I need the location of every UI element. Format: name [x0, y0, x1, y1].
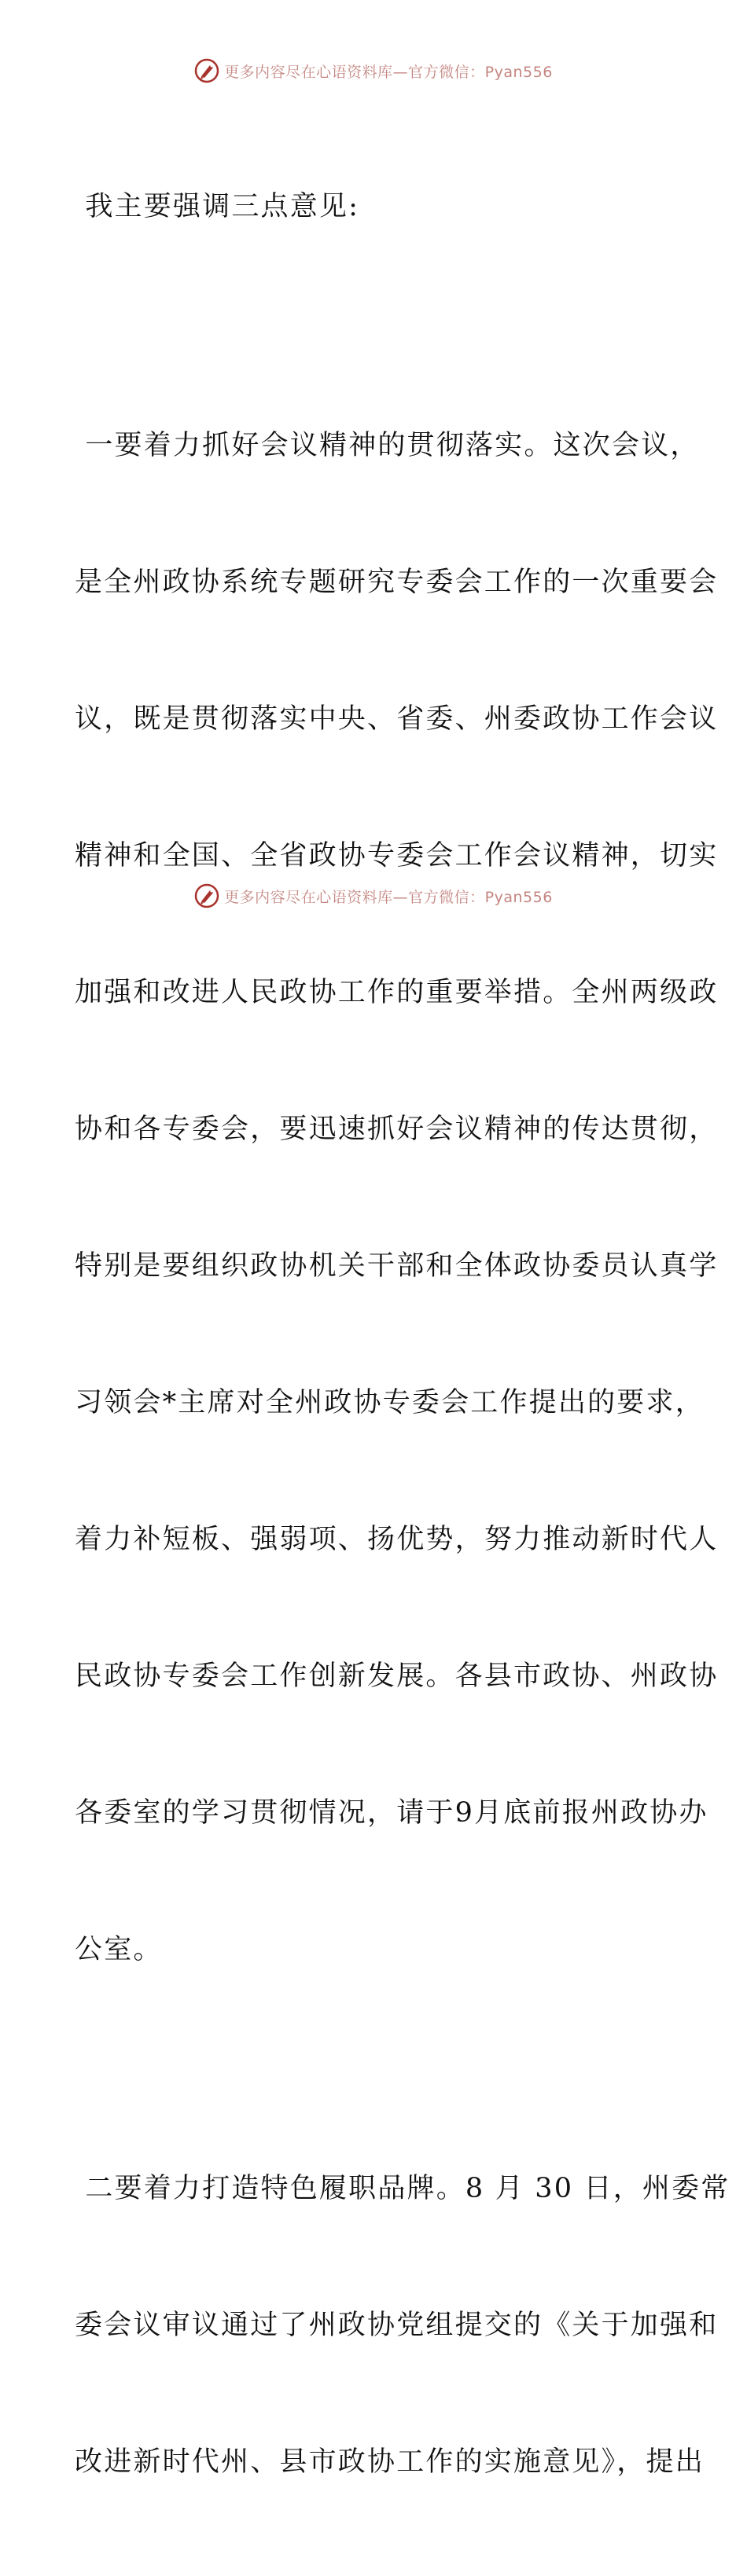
text-line: 一要着力抓好会议精神的贯彻落实。这次会议， — [75, 430, 700, 461]
text-line: 各委室的学习贯彻情况，请于9月底前报州政协办 — [75, 1797, 708, 1829]
text-line: 我主要强调三点意见: — [75, 191, 360, 222]
text-line: 民政协专委会工作创新发展。各县市政协、州政协 — [75, 1660, 719, 1692]
text-line: 委会议审议通过了州政协党组提交的《关于加强和 — [75, 2310, 719, 2341]
text-line: 精神和全国、全省政协专委会工作会议精神，切实 — [75, 840, 719, 872]
paragraph-point-one — [75, 332, 719, 2064]
text-line: 改进新时代州、县市政协工作的实施意见》，提出 — [75, 2446, 705, 2478]
header-watermark-banner — [0, 55, 747, 86]
text-line: 习领会*主席对全州政协专委会工作提出的要求， — [75, 1387, 705, 1418]
text-line: 协和各专委会，要迅速抓好会议精神的传达贯彻， — [75, 1114, 719, 1145]
text-line: 着力补短板、强弱项、扬优势，努力推动新时代人 — [75, 1524, 719, 1555]
document-body — [75, 93, 730, 2576]
footer-watermark-banner — [0, 880, 747, 912]
paragraph-intro — [75, 93, 672, 321]
watermark-text: 更多内容尽在心语资料库—官方微信：Pyan556 — [224, 63, 553, 81]
text-line: 是全州政协系统专题研究专委会工作的一次重要会 — [75, 567, 719, 598]
text-line: 公室。 — [75, 1934, 163, 1965]
watermark-text: 更多内容尽在心语资料库—官方微信：Pyan556 — [224, 888, 553, 906]
text-line: 特别是要组织政协机关干部和全体政协委员认真学 — [75, 1250, 719, 1282]
text-line: 议，既是贯彻落实中央、省委、州委政协工作会议 — [75, 703, 719, 735]
text-line: 二要着力打造特色履职品牌。8 月 30 日，州委常 — [75, 2173, 730, 2204]
pen-logo-icon — [194, 58, 219, 83]
text-line: 加强和改进人民政协工作的重要举措。全州两级政 — [75, 977, 719, 1008]
paragraph-point-two — [75, 2075, 730, 2576]
pen-logo-icon — [194, 883, 219, 908]
